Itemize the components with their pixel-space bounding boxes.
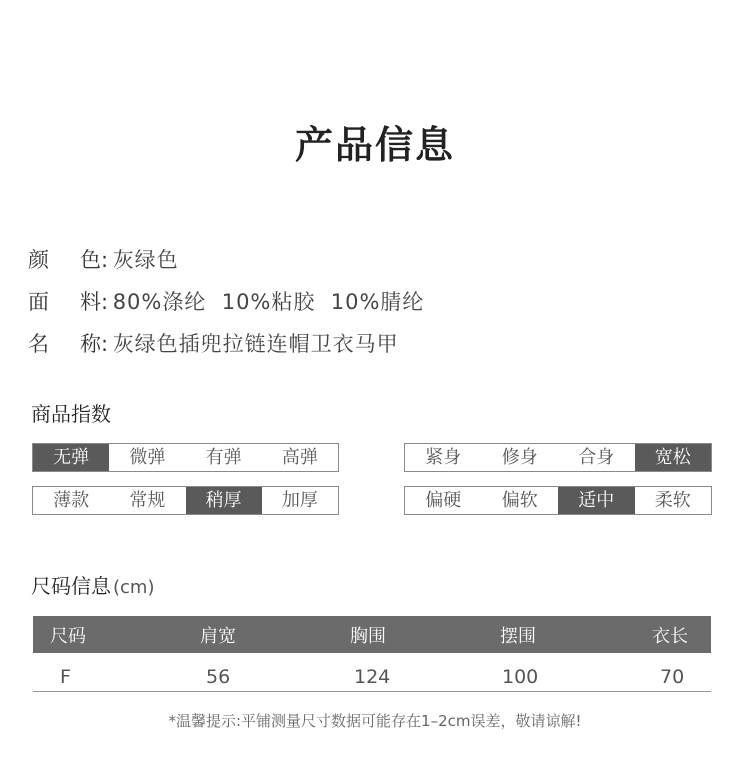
index-group-elasticity (32, 443, 339, 472)
size-cell: 124 (354, 666, 391, 688)
index-cell: 有弹 (205, 447, 242, 468)
index-cell: 薄款 (53, 490, 90, 511)
info-value-color: 灰绿色 (112, 248, 179, 272)
info-key-1: 面 (28, 290, 49, 314)
size-header-cell: 胸围 (350, 625, 386, 647)
index-cell: 偏软 (501, 490, 538, 511)
index-cell: 常规 (129, 490, 166, 511)
index-section-title: 商品指数 (31, 402, 111, 426)
page-title: 产品信息 (294, 123, 455, 167)
info-value-fabric: 80%涤纶 10%粘胶 10%腈纶 (112, 290, 425, 314)
info-row-color (28, 245, 179, 275)
index-cell: 适中 (558, 487, 635, 514)
index-cell: 微弹 (129, 447, 166, 468)
index-group-softness (404, 486, 712, 515)
info-value-name: 灰绿色插兜拉链连帽卫衣马甲 (112, 332, 399, 356)
index-cell: 柔软 (654, 490, 691, 511)
index-cell: 修身 (501, 447, 538, 468)
index-cell: 合身 (578, 447, 615, 468)
index-group-thickness (32, 486, 339, 515)
size-table-header (33, 616, 711, 653)
info-row-name (28, 329, 399, 359)
size-header-cell: 衣长 (652, 625, 688, 647)
index-cell: 稍厚 (186, 487, 262, 514)
info-key-2: 称: (80, 332, 109, 356)
info-key-1: 颜 (28, 248, 49, 272)
size-header-cell: 尺码 (50, 625, 86, 647)
index-cell: 宽松 (635, 444, 712, 471)
size-section-title (31, 570, 154, 599)
size-title-unit: (cm) (113, 577, 155, 598)
info-key-2: 色: (80, 248, 109, 272)
size-cell: F (60, 666, 71, 688)
info-row-fabric (28, 287, 424, 317)
measurement-note: *温馨提示:平铺测量尺寸数据可能存在1–2cm误差，敬请谅解! (168, 712, 582, 730)
size-header-cell: 摆围 (500, 625, 536, 647)
index-cell: 紧身 (425, 447, 462, 468)
info-key-2: 料: (80, 290, 109, 314)
index-cell: 高弹 (281, 447, 318, 468)
size-table-row (33, 662, 711, 692)
index-cell: 偏硬 (425, 490, 462, 511)
index-cell: 加厚 (281, 490, 318, 511)
index-group-fit (404, 443, 712, 472)
size-header-cell: 肩宽 (200, 625, 236, 647)
size-cell: 100 (502, 666, 539, 688)
size-cell: 70 (660, 666, 685, 688)
index-cell: 无弹 (33, 444, 109, 471)
size-title-text: 尺码信息 (31, 574, 111, 598)
size-cell: 56 (206, 666, 231, 688)
info-key-1: 名 (28, 332, 49, 356)
